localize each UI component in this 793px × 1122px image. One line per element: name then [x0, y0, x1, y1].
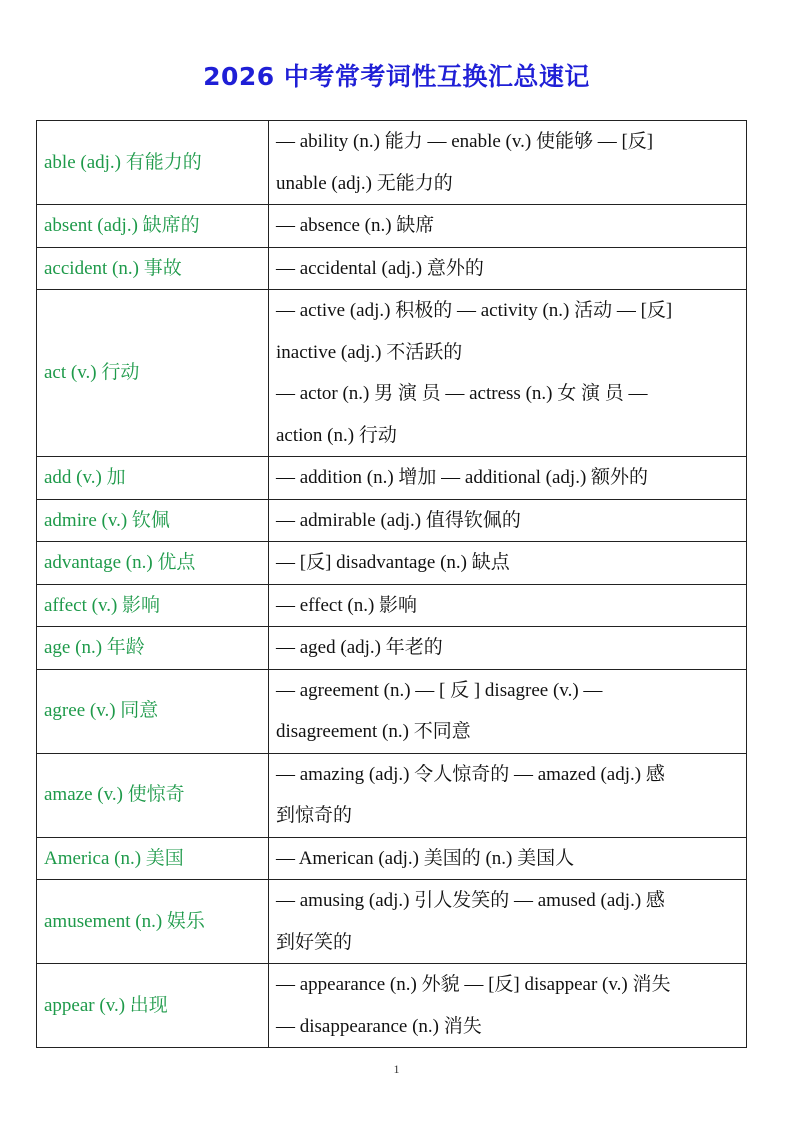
derivation-line: — [反] disadvantage (n.) 缺点	[276, 552, 510, 573]
derivation-cell	[269, 542, 747, 585]
derivation-cell	[269, 669, 747, 753]
page-number: 1	[393, 1062, 400, 1076]
table-row	[37, 499, 747, 542]
table-row	[37, 542, 747, 585]
word-cell: amaze (v.) 使惊奇	[37, 753, 269, 837]
derivation-cell	[269, 499, 747, 542]
derivation-line: disagreement (n.) 不同意	[276, 721, 471, 742]
table-row	[37, 669, 747, 753]
derivation-cell	[269, 880, 747, 964]
derivation-cell	[269, 627, 747, 670]
derivation-cell	[269, 247, 747, 290]
derivation-cell	[269, 753, 747, 837]
table-row	[37, 753, 747, 837]
word-cell: amusement (n.) 娱乐	[37, 880, 269, 964]
derivation-line: 到好笑的	[276, 931, 353, 953]
word-cell: appear (v.) 出现	[37, 964, 269, 1048]
table-row	[37, 290, 747, 457]
derivation-line: — addition (n.) 增加 — additional (adj.) 额外的	[276, 467, 649, 488]
word-cell: absent (adj.) 缺席的	[37, 205, 269, 248]
derivation-line: — actor (n.) 男 演 员 — actress (n.) 女 演 员 —	[276, 383, 648, 404]
page-title: 2026 中考常考词性互换汇总速记	[203, 62, 590, 91]
derivation-line: — active (adj.) 积极的 — activity (n.) 活动 — [反]	[276, 300, 673, 321]
derivation-line: — effect (n.) 影响	[276, 594, 418, 616]
derivation-line: — aged (adj.) 年老的	[276, 637, 443, 658]
derivation-line: unable (adj.) 无能力的	[276, 172, 453, 194]
derivation-line: — accidental (adj.) 意外的	[276, 257, 484, 279]
derivation-line: — amazing (adj.) 令人惊奇的 — amazed (adj.) 感	[276, 763, 665, 785]
word-cell: agree (v.) 同意	[37, 669, 269, 753]
derivation-line: — agreement (n.) — [ 反 ] disagree (v.) —	[276, 679, 603, 701]
derivation-cell	[269, 584, 747, 627]
word-cell: able (adj.) 有能力的	[37, 121, 269, 205]
derivation-line: action (n.) 行动	[276, 424, 397, 446]
table-row	[37, 247, 747, 290]
table-row	[37, 627, 747, 670]
derivation-line: — American (adj.) 美国的 (n.) 美国人	[276, 847, 575, 869]
table-row	[37, 457, 747, 500]
word-cell: accident (n.) 事故	[37, 247, 269, 290]
derivation-line: — disappearance (n.) 消失	[276, 1015, 482, 1037]
table-row	[37, 121, 747, 205]
table-row	[37, 964, 747, 1048]
derivation-cell	[269, 964, 747, 1048]
derivation-line: — appearance (n.) 外貌 — [反] disappear (v.) 消失	[276, 974, 671, 995]
derivation-line: 到惊奇的	[276, 805, 353, 826]
table-row	[37, 837, 747, 880]
word-cell: admire (v.) 钦佩	[37, 499, 269, 542]
word-cell: add (v.) 加	[37, 457, 269, 500]
derivation-line: — admirable (adj.) 值得钦佩的	[276, 509, 521, 531]
table-row	[37, 880, 747, 964]
derivation-line: — ability (n.) 能力 — enable (v.) 使能够 — [反]	[276, 131, 654, 152]
word-cell: act (v.) 行动	[37, 290, 269, 457]
table-row	[37, 584, 747, 627]
derivation-cell	[269, 457, 747, 500]
derivation-cell	[269, 205, 747, 248]
vocabulary-table	[36, 120, 747, 1048]
derivation-line: — absence (n.) 缺席	[276, 215, 435, 236]
derivation-cell	[269, 121, 747, 205]
derivation-line: — amusing (adj.) 引人发笑的 — amused (adj.) 感	[276, 890, 665, 911]
derivation-cell	[269, 837, 747, 880]
word-cell: age (n.) 年龄	[37, 627, 269, 670]
derivation-line: inactive (adj.) 不活跃的	[276, 341, 463, 363]
derivation-cell	[269, 290, 747, 457]
table-row	[37, 205, 747, 248]
word-cell: affect (v.) 影响	[37, 584, 269, 627]
word-cell: America (n.) 美国	[37, 837, 269, 880]
word-cell: advantage (n.) 优点	[37, 542, 269, 585]
